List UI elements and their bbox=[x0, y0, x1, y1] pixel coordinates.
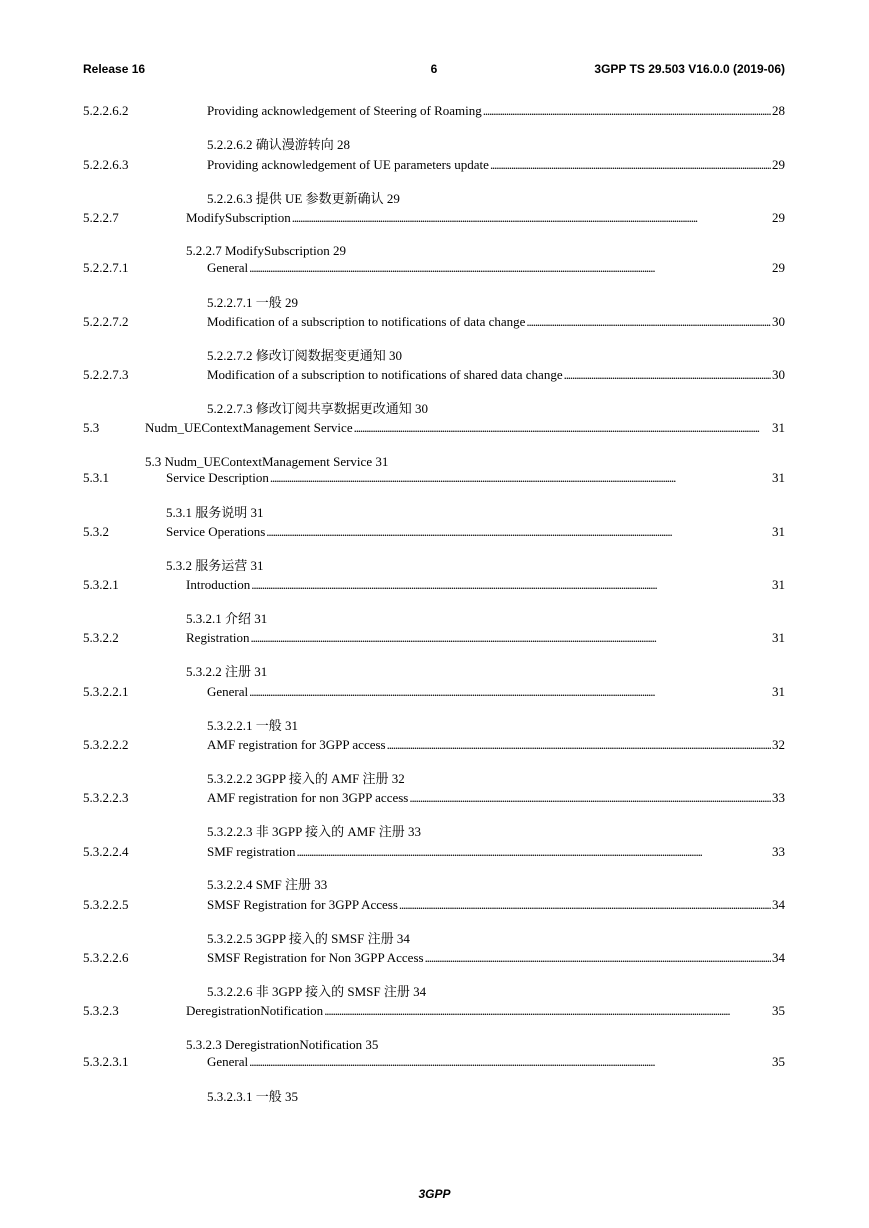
toc-section-number: 5.2.2.7.3 bbox=[83, 367, 129, 382]
toc-section-number: 5.2.2.6.2 bbox=[83, 103, 129, 118]
toc-dot-leader bbox=[266, 523, 771, 541]
toc-section-number: 5.3.2.2.6 bbox=[83, 950, 129, 965]
toc-entry-line bbox=[166, 523, 785, 541]
toc-title[interactable]: ModifySubscription bbox=[186, 210, 291, 225]
toc-entry[interactable] bbox=[83, 523, 785, 541]
toc-section-number: 5.3.2.1 bbox=[83, 577, 119, 592]
toc-entry-line bbox=[207, 102, 785, 120]
toc-translation: 5.2.2.7.2 修改订阅数据变更通知 30 bbox=[207, 348, 403, 363]
toc-entry[interactable] bbox=[83, 629, 785, 647]
toc-page-number[interactable]: 31 bbox=[772, 577, 785, 592]
toc-translation: 5.3.1 服务说明 31 bbox=[166, 505, 264, 520]
toc-entry-line bbox=[207, 949, 785, 967]
toc-dot-leader bbox=[526, 313, 771, 331]
toc-entry-line bbox=[207, 683, 785, 701]
toc-entry-line bbox=[207, 1053, 785, 1071]
toc-translation: 5.3.2.3.1 一般 35 bbox=[207, 1089, 299, 1104]
toc-title[interactable]: General bbox=[207, 1054, 249, 1069]
toc-dot-leader bbox=[409, 789, 771, 807]
toc-entry[interactable] bbox=[83, 949, 785, 967]
toc-entry[interactable] bbox=[83, 1002, 785, 1020]
toc-dot-leader bbox=[324, 1002, 771, 1020]
toc-translation: 5.3.2.1 介绍 31 bbox=[186, 611, 268, 626]
release-label: Release 16 bbox=[83, 62, 146, 76]
toc-entry[interactable] bbox=[83, 736, 785, 754]
toc-entry[interactable] bbox=[83, 313, 785, 331]
toc-entry-line bbox=[186, 1002, 785, 1020]
toc-dot-leader bbox=[270, 469, 771, 487]
toc-translation: 5.2.2.7.3 修改订阅共享数据更改通知 30 bbox=[207, 401, 429, 416]
toc-page-number[interactable]: 31 bbox=[772, 524, 785, 539]
toc-dot-leader bbox=[490, 156, 771, 174]
toc-translation: 5.2.2.6.3 提供 UE 参数更新确认 29 bbox=[207, 191, 400, 206]
toc-dot-leader bbox=[425, 949, 771, 967]
toc-page-number[interactable]: 28 bbox=[772, 103, 785, 118]
toc-dot-leader bbox=[399, 896, 771, 914]
toc-page-number[interactable]: 34 bbox=[772, 950, 785, 965]
toc-page-number[interactable]: 33 bbox=[772, 844, 785, 859]
toc-entry-line bbox=[207, 259, 785, 277]
toc-translation: 5.3.2.2.6 非 3GPP 接入的 SMSF 注册 34 bbox=[207, 984, 427, 999]
toc-entry[interactable] bbox=[83, 576, 785, 594]
toc-title[interactable]: AMF registration for 3GPP access bbox=[207, 737, 386, 752]
toc-title[interactable]: Registration bbox=[186, 630, 250, 645]
spec-label: 3GPP TS 29.503 V16.0.0 (2019-06) bbox=[594, 62, 785, 76]
toc-page-number[interactable]: 34 bbox=[772, 897, 785, 912]
toc-section-number: 5.3.2.2.4 bbox=[83, 844, 129, 859]
toc-title[interactable]: Nudm_UEContextManagement Service bbox=[145, 420, 353, 435]
toc-section-number: 5.2.2.6.3 bbox=[83, 157, 129, 172]
toc-entry[interactable] bbox=[83, 896, 785, 914]
toc-title[interactable]: Providing acknowledgement of Steering of Roaming bbox=[207, 103, 482, 118]
toc-page-number[interactable]: 30 bbox=[772, 314, 785, 329]
toc-entry-line bbox=[207, 789, 785, 807]
toc-page-number[interactable]: 31 bbox=[772, 684, 785, 699]
toc-entry[interactable] bbox=[83, 366, 785, 384]
toc-translation: 5.3 Nudm_UEContextManagement Service 31 bbox=[145, 454, 389, 469]
toc-page-number[interactable]: 32 bbox=[772, 737, 785, 752]
toc-page-number[interactable]: 29 bbox=[772, 260, 785, 275]
page-number: 6 bbox=[430, 62, 438, 76]
toc-page-number[interactable]: 31 bbox=[772, 470, 785, 485]
toc-section-number: 5.3.2.2.3 bbox=[83, 790, 129, 805]
toc-section-number: 5.3.2.3 bbox=[83, 1003, 119, 1018]
toc-page-number[interactable]: 33 bbox=[772, 790, 785, 805]
toc-title[interactable]: SMF registration bbox=[207, 844, 296, 859]
toc-entry[interactable] bbox=[83, 469, 785, 487]
toc-translation: 5.3.2.2 注册 31 bbox=[186, 664, 268, 679]
toc-translation: 5.3.2.2.2 3GPP 接入的 AMF 注册 32 bbox=[207, 771, 405, 786]
toc-dot-leader bbox=[354, 419, 771, 437]
toc-page-number[interactable]: 29 bbox=[772, 210, 785, 225]
toc-page-number[interactable]: 30 bbox=[772, 367, 785, 382]
toc-page-number[interactable]: 35 bbox=[772, 1054, 785, 1069]
toc-title[interactable]: General bbox=[207, 260, 249, 275]
toc-title[interactable]: DeregistrationNotification bbox=[186, 1003, 324, 1018]
toc-translation: 5.2.2.7 ModifySubscription 29 bbox=[186, 243, 346, 258]
toc-dot-leader bbox=[564, 366, 771, 384]
toc-dot-leader bbox=[251, 629, 771, 647]
toc-section-number: 5.3.2.3.1 bbox=[83, 1054, 129, 1069]
toc-entry-line bbox=[166, 469, 785, 487]
toc-dot-leader bbox=[249, 683, 771, 701]
toc-entry-line bbox=[207, 736, 785, 754]
toc-title[interactable]: SMSF Registration for Non 3GPP Access bbox=[207, 950, 424, 965]
toc-section-number: 5.2.2.7 bbox=[83, 210, 119, 225]
toc-entry[interactable] bbox=[83, 209, 785, 227]
toc-title[interactable]: Providing acknowledgement of UE parameters update bbox=[207, 157, 489, 172]
toc-entry-line bbox=[145, 419, 785, 437]
toc-section-number: 5.3.2.2 bbox=[83, 630, 119, 645]
toc-entry[interactable] bbox=[83, 156, 785, 174]
toc-section-number: 5.3.1 bbox=[83, 470, 109, 485]
toc-dot-leader bbox=[249, 259, 771, 277]
toc-title[interactable]: General bbox=[207, 684, 249, 699]
toc-dot-leader bbox=[292, 209, 771, 227]
toc-dot-leader bbox=[483, 102, 771, 120]
toc-translation: 5.3.2.2.4 SMF 注册 33 bbox=[207, 877, 328, 892]
page-header bbox=[83, 62, 785, 78]
toc-page-number[interactable]: 31 bbox=[772, 420, 785, 435]
toc-entry[interactable] bbox=[83, 843, 785, 861]
page-footer: 3GPP bbox=[418, 1187, 451, 1201]
toc-title[interactable]: Introduction bbox=[186, 577, 251, 592]
toc-section-number: 5.2.2.7.1 bbox=[83, 260, 129, 275]
toc-entry[interactable] bbox=[83, 259, 785, 277]
toc-translation: 5.3.2 服务运营 31 bbox=[166, 558, 264, 573]
toc-section-number: 5.3.2.2.5 bbox=[83, 897, 129, 912]
toc-translation: 5.3.2.2.5 3GPP 接入的 SMSF 注册 34 bbox=[207, 931, 410, 946]
toc-page-number[interactable]: 31 bbox=[772, 630, 785, 645]
toc-translation: 5.3.2.3 DeregistrationNotification 35 bbox=[186, 1037, 379, 1052]
toc-title[interactable]: Modification of a subscription to notifications of data change bbox=[207, 314, 526, 329]
toc-entry[interactable] bbox=[83, 102, 785, 120]
toc-dot-leader bbox=[249, 1053, 771, 1071]
toc-title[interactable]: Service Operations bbox=[166, 524, 266, 539]
toc-dot-leader bbox=[296, 843, 771, 861]
toc-entry[interactable] bbox=[83, 419, 785, 437]
toc-entry-line bbox=[186, 576, 785, 594]
toc-translation: 5.3.2.2.1 一般 31 bbox=[207, 718, 299, 733]
toc-translation: 5.2.2.7.1 一般 29 bbox=[207, 295, 299, 310]
toc-dot-leader bbox=[251, 576, 771, 594]
toc-entry-line bbox=[207, 843, 785, 861]
toc-page-number[interactable]: 29 bbox=[772, 157, 785, 172]
toc-entry[interactable] bbox=[83, 1053, 785, 1071]
toc-page-number[interactable]: 35 bbox=[772, 1003, 785, 1018]
toc-section-number: 5.3.2.2.1 bbox=[83, 684, 129, 699]
toc-translation: 5.2.2.6.2 确认漫游转向 28 bbox=[207, 137, 351, 152]
toc-entry[interactable] bbox=[83, 789, 785, 807]
toc-section-number: 5.3 bbox=[83, 420, 100, 435]
toc-title[interactable]: Service Description bbox=[166, 470, 269, 485]
toc-dot-leader bbox=[387, 736, 771, 754]
toc-section-number: 5.3.2.2.2 bbox=[83, 737, 129, 752]
toc-entry-line bbox=[207, 313, 785, 331]
toc-section-number: 5.2.2.7.2 bbox=[83, 314, 129, 329]
toc-entry-line bbox=[186, 209, 785, 227]
toc-translation: 5.3.2.2.3 非 3GPP 接入的 AMF 注册 33 bbox=[207, 824, 422, 839]
toc-entry-line bbox=[207, 156, 785, 174]
toc-entry-line bbox=[186, 629, 785, 647]
toc-entry-line bbox=[207, 366, 785, 384]
toc-title[interactable]: SMSF Registration for 3GPP Access bbox=[207, 897, 398, 912]
toc-section-number: 5.3.2 bbox=[83, 524, 109, 539]
toc-title[interactable]: Modification of a subscription to notifications of shared data change bbox=[207, 367, 563, 382]
toc-entry-line bbox=[207, 896, 785, 914]
toc-title[interactable]: AMF registration for non 3GPP access bbox=[207, 790, 409, 805]
toc-entry[interactable] bbox=[83, 683, 785, 701]
